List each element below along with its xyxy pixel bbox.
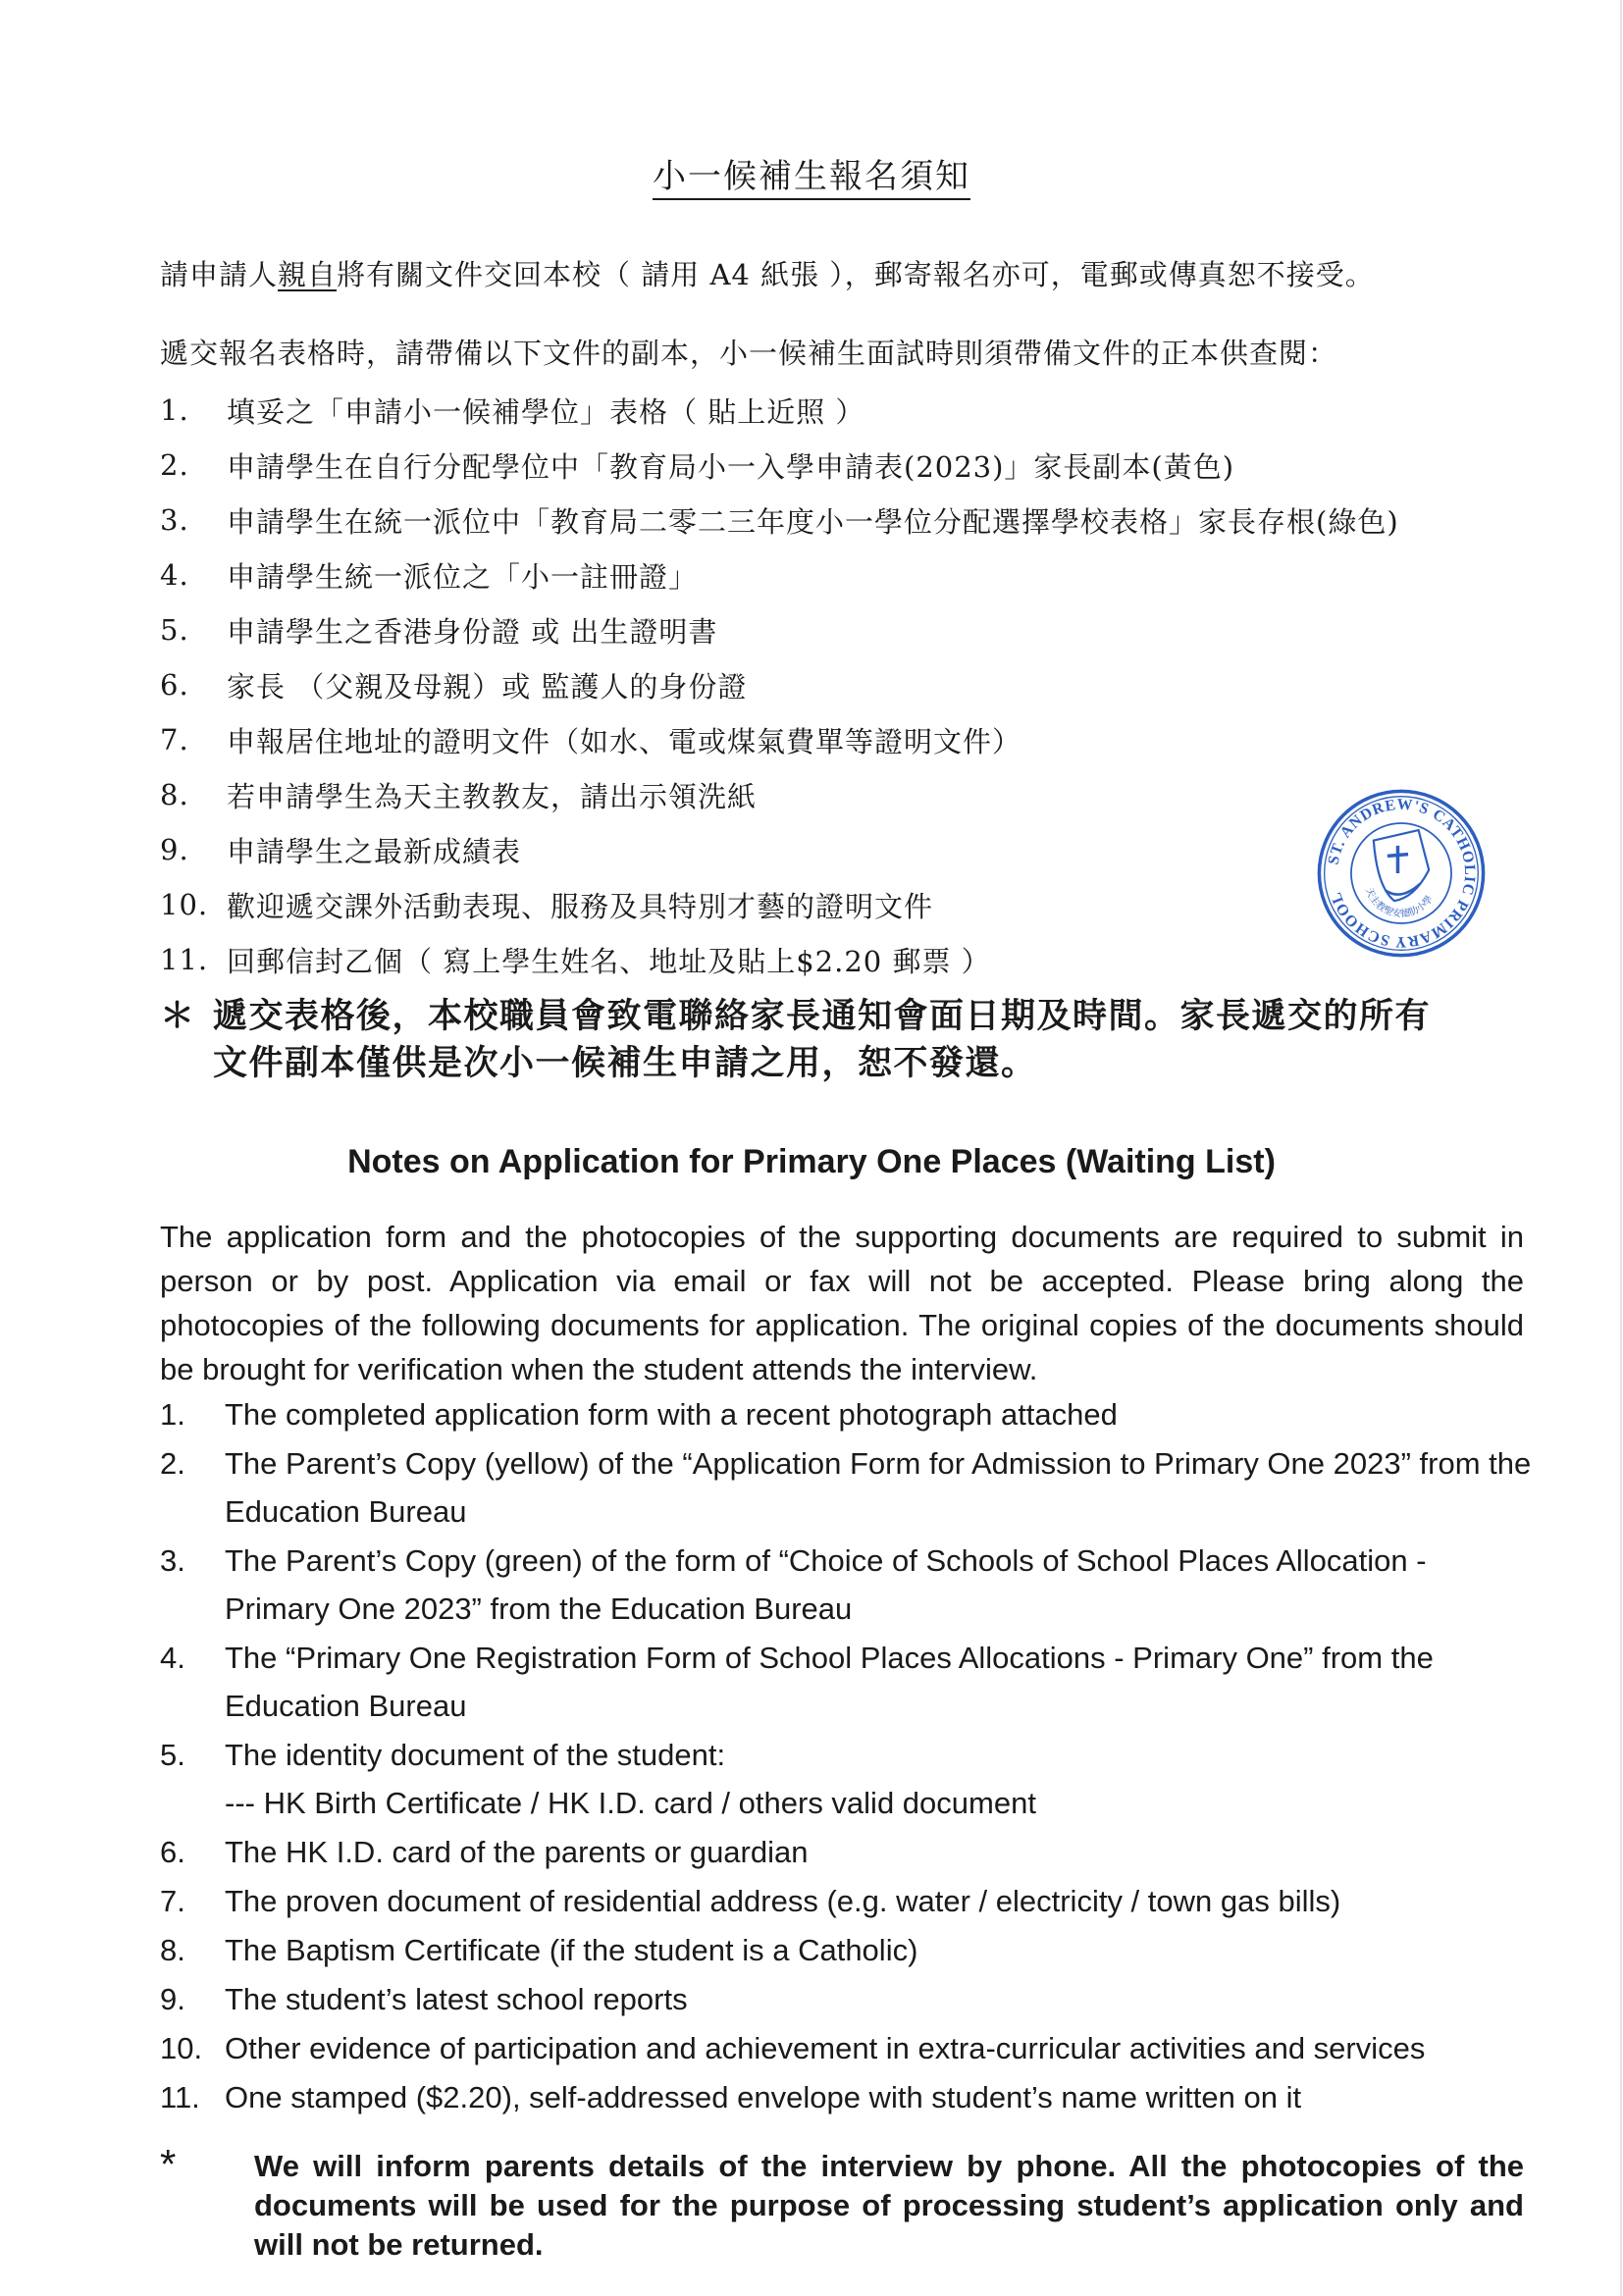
list-item-subtext: --- HK Birth Certificate / HK I.D. card / others valid document [225,1786,1036,1820]
list-item: 10. 歡迎遞交課外活動表現、服務及具特別才藝的證明文件 [160,888,934,923]
list-item: 7. The proven document of residential address (e.g. water / electricity / town gas bills) [160,1884,1341,1918]
asterisk-icon: * [160,2141,177,2187]
chinese-title: 小一候補生報名須知 [0,149,1623,197]
list-item: 5. The identity document of the student: --- HK Birth Certificate / HK I.D. card / others valid document [160,1731,1534,1827]
underlined-in-person: 親自 [278,258,338,291]
english-intro: The application form and the photocopies of the supporting documents are required to submit in person or by post. Application via email or fax will not be accepted. Please bring along the photocopies of the following documents for application. The original copies of the documents should be brought for verification when the student attends the interview. [160,1220,1524,1386]
list-item: 9. The student’s latest school reports [160,1982,688,2016]
english-note: * We will inform parents details of the interview by phone. All the photocopies of the documents will be used for the purpose of processing student’s application only and will not be returned. [160,2141,1524,2262]
list-item: 6. The HK I.D. card of the parents or guardian [160,1835,809,1869]
list-item: 4. 申請學生統一派位之「小一註冊證」 [160,558,699,594]
stamp-outer-ring [1319,791,1483,955]
list-item: 6. 家長 （父親及母親）或 監護人的身份證 [160,668,748,704]
list-item: 1. The completed application form with a recent photograph attached [160,1397,1118,1432]
list-item: 4. The “Primary One Registration Form of School Places Allocations - Primary One” from the Education Bureau [160,1641,1434,1723]
stamp-inner-ring [1351,823,1451,923]
school-seal-stamp [1315,787,1488,960]
book-icon [1386,884,1420,895]
shield-icon [1374,830,1429,901]
list-item: 9. 申請學生之最新成績表 [160,833,522,868]
list-item: 10. Other evidence of participation and achievement in extra-curricular activities and services [160,2031,1426,2065]
chinese-document-list [160,383,1399,987]
list-item: 8. 若申請學生為天主教教友，請出示領洗紙 [160,778,758,813]
list-item: 8. The Baptism Certificate (if the student is a Catholic) [160,1933,918,1967]
stamp-outer-text: ST. ANDREW'S CATHOLIC PRIMARY SCHOOL [1325,796,1479,951]
english-document-list [160,1390,1534,2122]
asterisk-icon: ＊ [160,996,196,1036]
list-item: 5. 申請學生之香港身份證 或 出生證明書 [160,613,718,649]
cross-icon [1387,846,1408,873]
stamp-inner-text: 天主教聖安德肋小學 [1363,886,1436,920]
english-title: Notes on Application for Primary One Places (Waiting List) [347,1143,1276,1180]
chinese-lead: 遞交報名表格時，請帶備以下文件的副本，小一候補生面試時則須帶備文件的正本供查閱： [160,337,1338,370]
list-item: 2. The Parent’s Copy (yellow) of the “Application Form for Admission to Primary One 2023” from the Education Bureau [160,1446,1532,1529]
chinese-intro: 請申請人親自將有關文件交回本校（ 請用 A4 紙張 ），郵寄報名亦可，電郵或傳真恕不接受。 [160,258,1375,291]
list-item: 2. 申請學生在自行分配學位中「教育局小一入學申請表(2023)」家長副本(黃色) [160,448,1235,484]
list-item: 11. 回郵信封乙個（ 寫上學生姓名、地址及貼上$2.20 郵票 ） [160,943,991,978]
chinese-note: ＊ 遞交表格後，本校職員會致電聯絡家長通知會面日期及時間。家長遞交的所有 文件副本僅供是次小一候補生申請之用，恕不發還。 [160,993,1431,1087]
list-item: 1. 填妥之「申請小一候補學位」表格（ 貼上近照 ） [160,393,865,429]
list-item: 11. One stamped ($2.20), self-addressed envelope with student’s name written on it [160,2080,1302,2114]
list-item: 3. 申請學生在統一派位中「教育局二零二三年度小一學位分配選擇學校表格」家長存根(綠色) [160,503,1399,539]
list-item: 7. 申報居住地址的證明文件（如水、電或煤氣費單等證明文件） [160,723,1022,758]
list-item: 3. The Parent’s Copy (green) of the form of “Choice of Schools of School Places Allocation - Primary One 2023” from the Education Bureau [160,1543,1427,1626]
